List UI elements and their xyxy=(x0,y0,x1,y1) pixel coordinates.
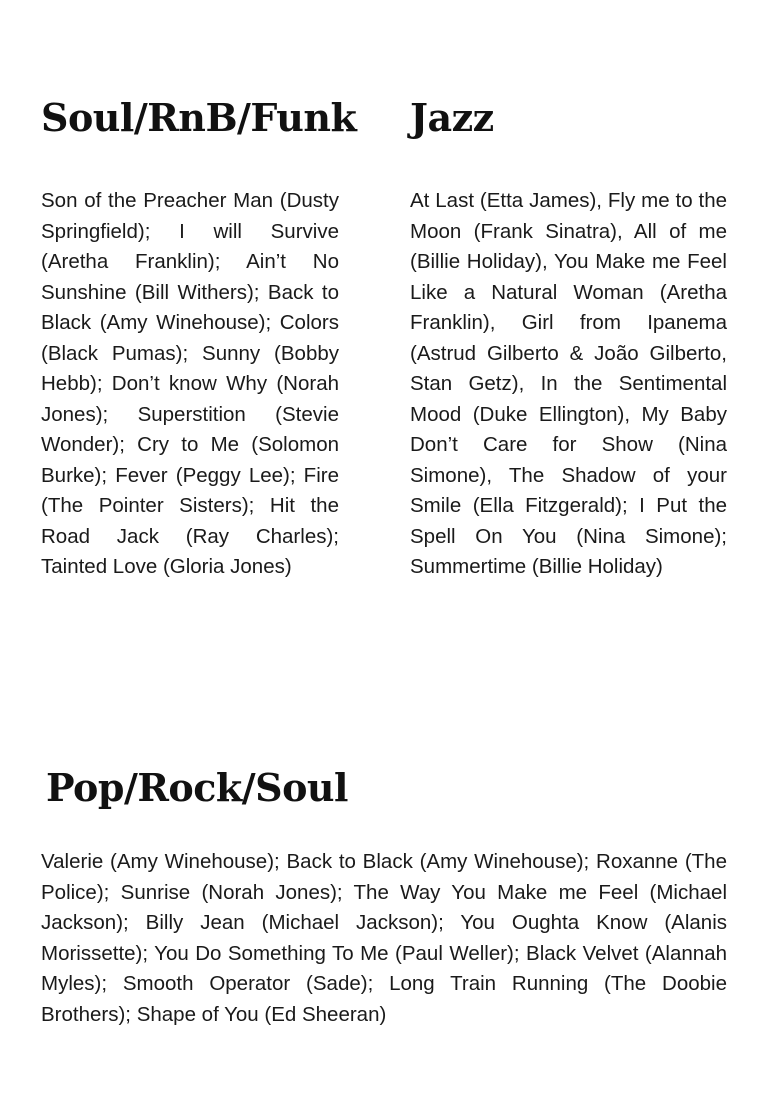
pop-rock-soul-song-list: Valerie (Amy Winehouse); Back to Black (Amy Winehouse); Roxanne (The Police); Sunrise (Norah Jones); The Way You Make me Feel (Michael Jackson); Billy Jean (Michael Jackson); You Oughta Know (Alanis Morissette); You Do Something To Me (Paul Weller); Black Velvet (Alannah Myles); Smooth Operator (Sade); Long Train Running (The Doobie Brothers); Shape of You (Ed Sheeran) xyxy=(41,850,727,1026)
jazz-song-list: At Last (Etta James), Fly me to the Moon (Frank Sinatra), All of me (Billie Holiday), You Make me Feel Like a Natural Woman (Aretha Franklin), Girl from Ipanema (Astrud Gilberto & João Gilberto, Stan Getz), In the Sentimental Mood (Duke Ellington), My Baby Don’t Care for Show (Nina Simone), The Shadow of your Smile (Ella Fitzgerald); I Put the Spell On You (Nina Simone); Summertime (Billie Holiday) xyxy=(410,189,727,578)
soul-rnb-funk-song-list: Son of the Preacher Man (Dusty Springfield); I will Survive (Aretha Franklin); Ain’t No Sunshine (Bill Withers); Back to Black (Amy Winehouse); Colors (Black Pumas); Sunny (Bobby Hebb); Don’t know Why (Norah Jones); Superstition (Stevie Wonder); Cry to Me (Solomon Burke); Fever (Peggy Lee); Fire (The Pointer Sisters); Hit the Road Jack (Ray Charles); Tainted Love (Gloria Jones) xyxy=(41,189,339,578)
pop-rock-soul-heading: Pop/Rock/Soul xyxy=(46,765,348,810)
soul-rnb-funk-heading: Soul/RnB/Funk xyxy=(41,95,357,140)
jazz-heading: Jazz xyxy=(410,95,494,140)
